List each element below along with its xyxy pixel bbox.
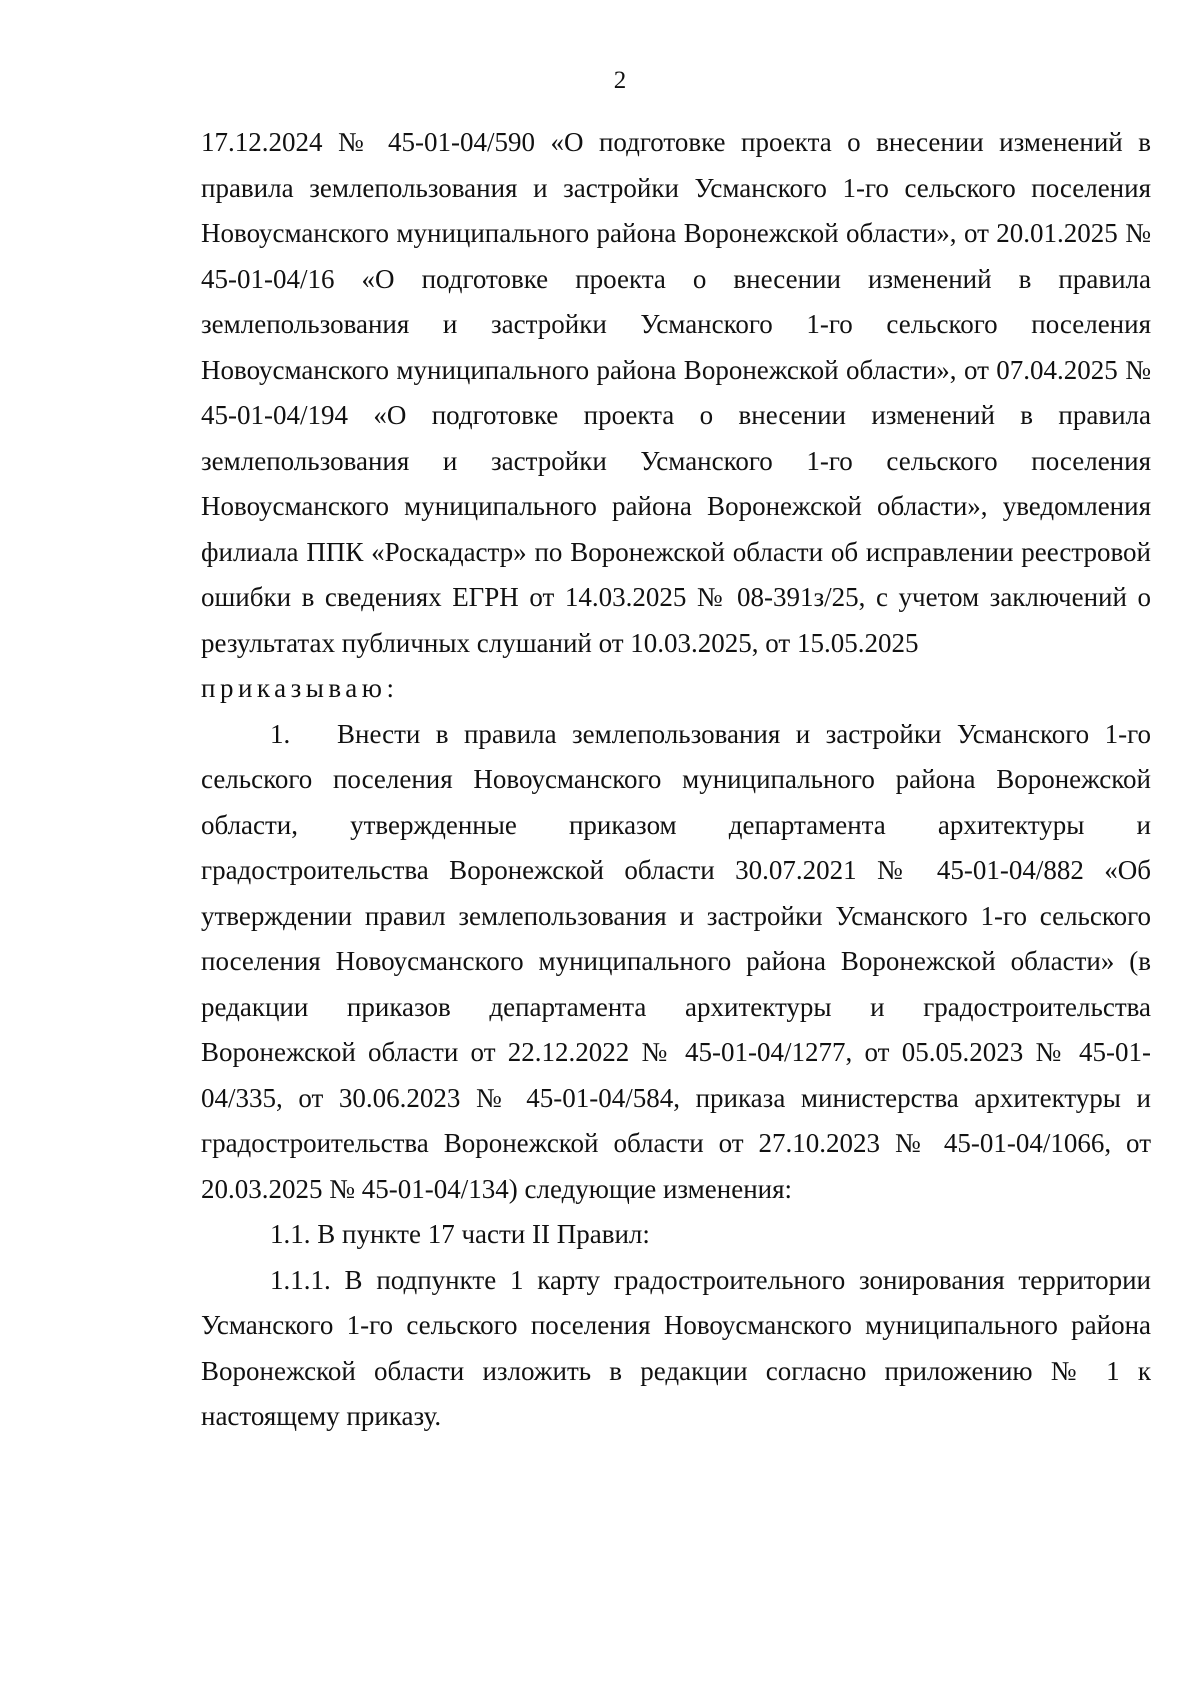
intro-paragraph: 17.12.2024 № 45-01-04/590 «О подготовке проекта о внесении изменений в правила землепользования и застройки Усманского 1-го сельского поселения Новоусманского муниципального района Воронежской области», от 20.01.2025 № 45-01-04/16 «О подготовке проекта о внесении изменений в правила землепользования и застройки Усманского 1-го сельского поселения Новоусманского муниципального района Воронежской области», от 07.04.2025 № 45-01-04/194 «О подготовке проекта о внесении изменений в правила землепользования и застройки Усманского 1-го сельского поселения Новоусманского муниципального района Воронежской области», уведомления филиала ППК «Роскадастр» по Воронежской области об исправлении реестровой ошибки в сведениях ЕГРН от 14.03.2025 № 08-391з/25, с учетом заключений о результатах публичных слушаний от 10.03.2025, от 15.05.2025 [201,127,1151,658]
item-1-text: Внести в правила землепользования и застройки Усманского 1-го сельского поселения Новоусманского муниципального района Воронежской области, утвержденные приказом департамента архитектуры и градостроительства Воронежской области 30.07.2021 № 45-01-04/882 «Об утверждении правил землепользования и застройки Усманского 1-го сельского поселения Новоусманского муниципального района Воронежской области» (в редакции приказов департамента архитектуры и градостроительства Воронежской области от 22.12.2022 № 45-01-04/1277, от 05.05.2023 № 45-01-04/335, от 30.06.2023 № 45-01-04/584, приказа министерства архитектуры и градостроительства Воронежской области от 27.10.2023 № 45-01-04/1066, от 20.03.2025 № 45-01-04/134) следующие изменения: [201,718,1151,1204]
item-1-1-paragraph: 1.1. В пункте 17 части II Правил: [270,1219,650,1249]
item-1-paragraph [201,712,1151,1213]
item-1-number: 1. [270,718,291,749]
item-1-1-1-paragraph: 1.1.1. В подпункте 1 карту градостроительного зонирования территории Усманского 1-го сельского поселения Новоусманского муниципального района Воронежской области изложить в редакции согласно приложению № 1 к настоящему приказу. [201,1264,1151,1431]
document-body [201,120,1151,1440]
page-number: 2 [613,67,627,94]
order-word: приказываю: [201,673,399,703]
